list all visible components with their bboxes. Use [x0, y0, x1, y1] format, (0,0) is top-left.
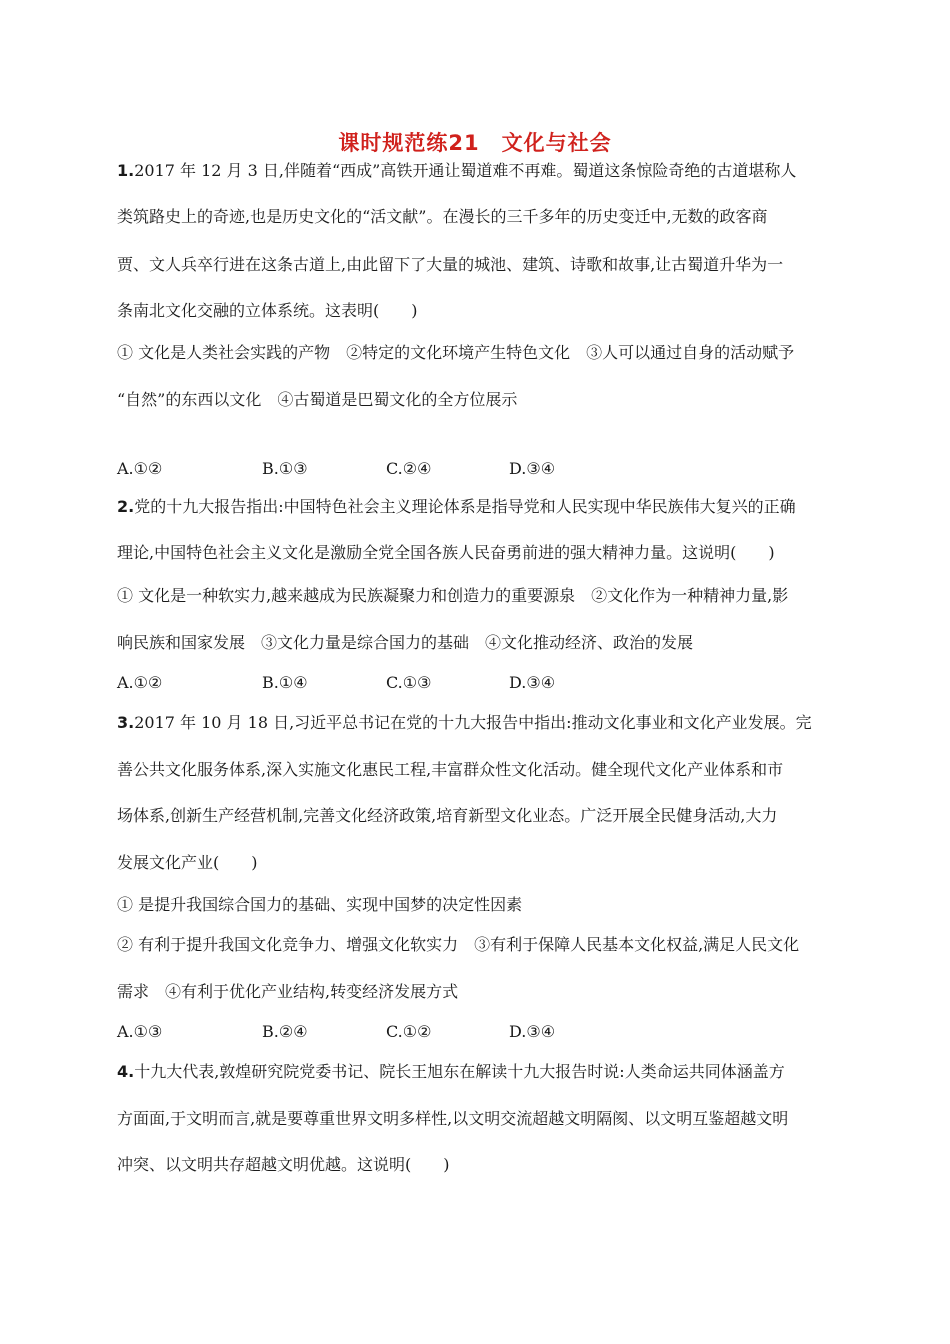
- question-3-stem-line-1: 3.2017 年 10 月 18 日,习近平总书记在党的十九大报告中指出:推动文化事业和文化产业发展。完: [117, 713, 812, 732]
- page-title: 课时规范练21 文化与社会: [338, 131, 612, 155]
- question-1-stem-line-3: 贾、文人兵卒行进在这条古道上,由此留下了大量的城池、建筑、诗歌和故事,让古蜀道升华为一: [117, 255, 784, 274]
- question-3-option-c: C.①②: [386, 1022, 432, 1041]
- question-3-stem-line-2: 善公共文化服务体系,深入实施文化惠民工程,丰富群众性文化活动。健全现代文化产业体系和市: [117, 760, 784, 779]
- question-1-stem-line-2: 类筑路史上的奇迹,也是历史文化的“活文献”。在漫长的三千多年的历史变迁中,无数的政客商: [117, 207, 768, 226]
- question-1-option-d: D.③④: [509, 459, 556, 478]
- question-2-number: 2.: [117, 497, 135, 516]
- question-3-option-a: A.①③: [117, 1022, 163, 1041]
- question-2-option-d: D.③④: [509, 673, 556, 692]
- question-2-option-a: A.①②: [117, 673, 163, 692]
- question-1-stem-line-4: 条南北文化交融的立体系统。这表明( ): [117, 301, 418, 320]
- question-2-option-c: C.①③: [386, 673, 432, 692]
- question-3-option-b: B.②④: [262, 1022, 308, 1041]
- question-4-stem-line-1: 4.十九大代表,敦煌研究院党委书记、院长王旭东在解读十九大报告时说:人类命运共同体涵盖方: [117, 1062, 785, 1081]
- question-3-stem-line-4: 发展文化产业( ): [117, 853, 258, 872]
- question-3-statement-line-3: 需求 ④有利于优化产业结构,转变经济发展方式: [117, 982, 459, 1001]
- question-1-statement-line-1: ① 文化是人类社会实践的产物 ②特定的文化环境产生特色文化 ③人可以通过自身的活动赋予: [117, 343, 795, 362]
- question-2-stem-line-1: 2.党的十九大报告指出:中国特色社会主义理论体系是指导党和人民实现中华民族伟大复兴的正确: [117, 497, 796, 516]
- question-1-stem-line-1: 1.2017 年 12 月 3 日,伴随着“西成”高铁开通让蜀道难不再难。蜀道这条惊险奇绝的古道堪称人: [117, 161, 797, 180]
- question-1-option-b: B.①③: [262, 459, 308, 478]
- question-1-option-c: C.②④: [386, 459, 432, 478]
- question-2-option-b: B.①④: [262, 673, 308, 692]
- question-3-statement-line-2: ② 有利于提升我国文化竞争力、增强文化软实力 ③有利于保障人民基本文化权益,满足人民文化: [117, 935, 800, 954]
- question-4-number: 4.: [117, 1062, 135, 1081]
- question-2-statement-line-2: 响民族和国家发展 ③文化力量是综合国力的基础 ④文化推动经济、政治的发展: [117, 633, 694, 652]
- question-4-stem-line-2: 方面面,于文明而言,就是要尊重世界文明多样性,以文明交流超越文明隔阂、以文明互鉴超越文明: [117, 1109, 789, 1128]
- question-2-statement-line-1: ① 文化是一种软实力,越来越成为民族凝聚力和创造力的重要源泉 ②文化作为一种精神力量,影: [117, 586, 789, 605]
- question-4-stem-line-3: 冲突、以文明共存超越文明优越。这说明( ): [117, 1155, 450, 1174]
- question-1-option-a: A.①②: [117, 459, 163, 478]
- question-3-number: 3.: [117, 713, 135, 732]
- question-1-number: 1.: [117, 161, 135, 180]
- question-3-stem-line-3: 场体系,创新生产经营机制,完善文化经济政策,培育新型文化业态。广泛开展全民健身活动,大力: [117, 806, 778, 825]
- question-1-statement-line-2: “自然”的东西以文化 ④古蜀道是巴蜀文化的全方位展示: [117, 390, 518, 409]
- question-3-statement-line-1: ① 是提升我国综合国力的基础、实现中国梦的决定性因素: [117, 895, 523, 914]
- question-2-stem-line-2: 理论,中国特色社会主义文化是激励全党全国各族人民奋勇前进的强大精神力量。这说明( ): [117, 543, 775, 562]
- question-3-option-d: D.③④: [509, 1022, 556, 1041]
